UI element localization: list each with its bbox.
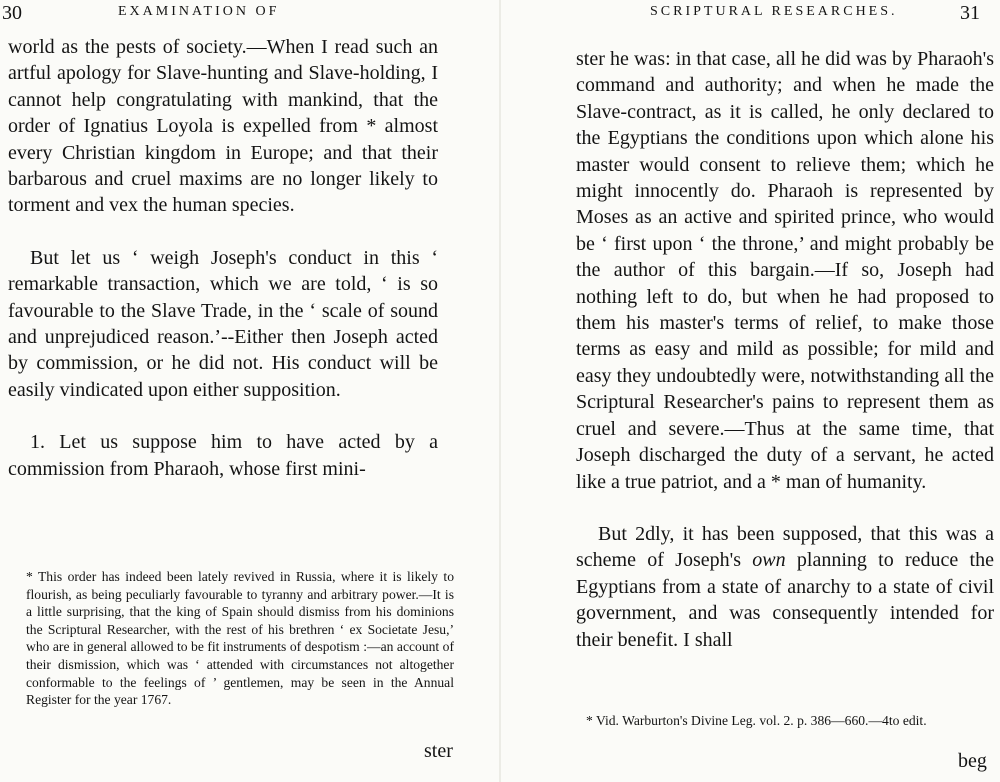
- paragraph: ster he was: in that case, all he did was by Pharaoh's command and authority; and when he made the Slave-contract, as it is called, he only declared to the Egyptians the conditions upon which alone his master would consent to relieve them; which he might innocently do. Pharaoh is represented by Moses as an active and spirited prince, who would be ‘ first upon ‘ the throne,’ and might probably be the author of this bargain.—If so, Joseph had nothing left to do, but when he had proposed to them his master's terms of relief, to make those terms as easy and mild as possible; for mild and easy they undoubtedly were, notwithstanding all the Scriptural Researcher's pains to represent them as cruel and severe.—Thus at the same time, that Joseph discharged the duty of a servant, he acted like a true patriot, and a * man of humanity.: [576, 48, 994, 493]
- running-head: EXAMINATION OF: [118, 4, 280, 19]
- paragraph-text: But 2dly, it has been supposed, that this was a scheme of Joseph's: [576, 522, 994, 572]
- paragraph: 1. Let us suppose him to have acted by a commission from Pharaoh, whose first mini-: [8, 431, 438, 480]
- footnote: * Vid. Warburton's Divine Leg. vol. 2. p. 386—660.—4to edit.: [586, 713, 927, 728]
- page-number: 30: [2, 2, 22, 24]
- catchword: beg: [958, 750, 987, 772]
- paragraph: [576, 521, 994, 653]
- paragraph-text: planning to reduce the Egyptians from a state of anarchy to a state of civil government, and was consequently intended for their benefit. I shall: [576, 549, 994, 651]
- running-head: SCRIPTURAL RESEARCHES.: [650, 4, 898, 19]
- page-number: 31: [960, 2, 980, 24]
- paragraph: world as the pests of society.—When I read such an artful apology for Slave-hunting and Slave-holding, I cannot help congratulating with mankind, that the order of Ignatius Loyola is expelled from * almost every Christian kingdom in Europe; and that their barbarous and cruel maxims are no longer likely to torment and vex the human species.: [8, 36, 438, 217]
- main-text: [576, 46, 994, 653]
- catchword: ster: [424, 740, 453, 762]
- emphasis: own: [752, 549, 786, 572]
- footnote: * This order has indeed been lately revived in Russia, where it is likely to flourish, as being peculiarly favourable to tyranny and arbitrary power.—It is a little surprising, that the king of Spain should dismiss from his dominions the Scriptural Researcher, with the rest of his brethren ‘ ex Societate Jesu,’ who are in general allowed to be fit instruments of despotism :—an account of their dismission, which was ‘ attended with circumstances not altogether conformable to the feelings of ’ gentlemen, may be seen in the Annual Register for the year 1767.: [26, 569, 454, 708]
- right-page: [500, 0, 1000, 782]
- main-text: [8, 34, 438, 482]
- paragraph: But let us ‘ weigh Joseph's conduct in this ‘ remarkable transaction, which we are told, ‘ is so favourable to the Slave Trade, in the ‘ scale of sound and unprejudiced reason.’--Either then Joseph acted by commission, or he did not. His conduct will be easily vindicated upon either supposition.: [8, 246, 438, 401]
